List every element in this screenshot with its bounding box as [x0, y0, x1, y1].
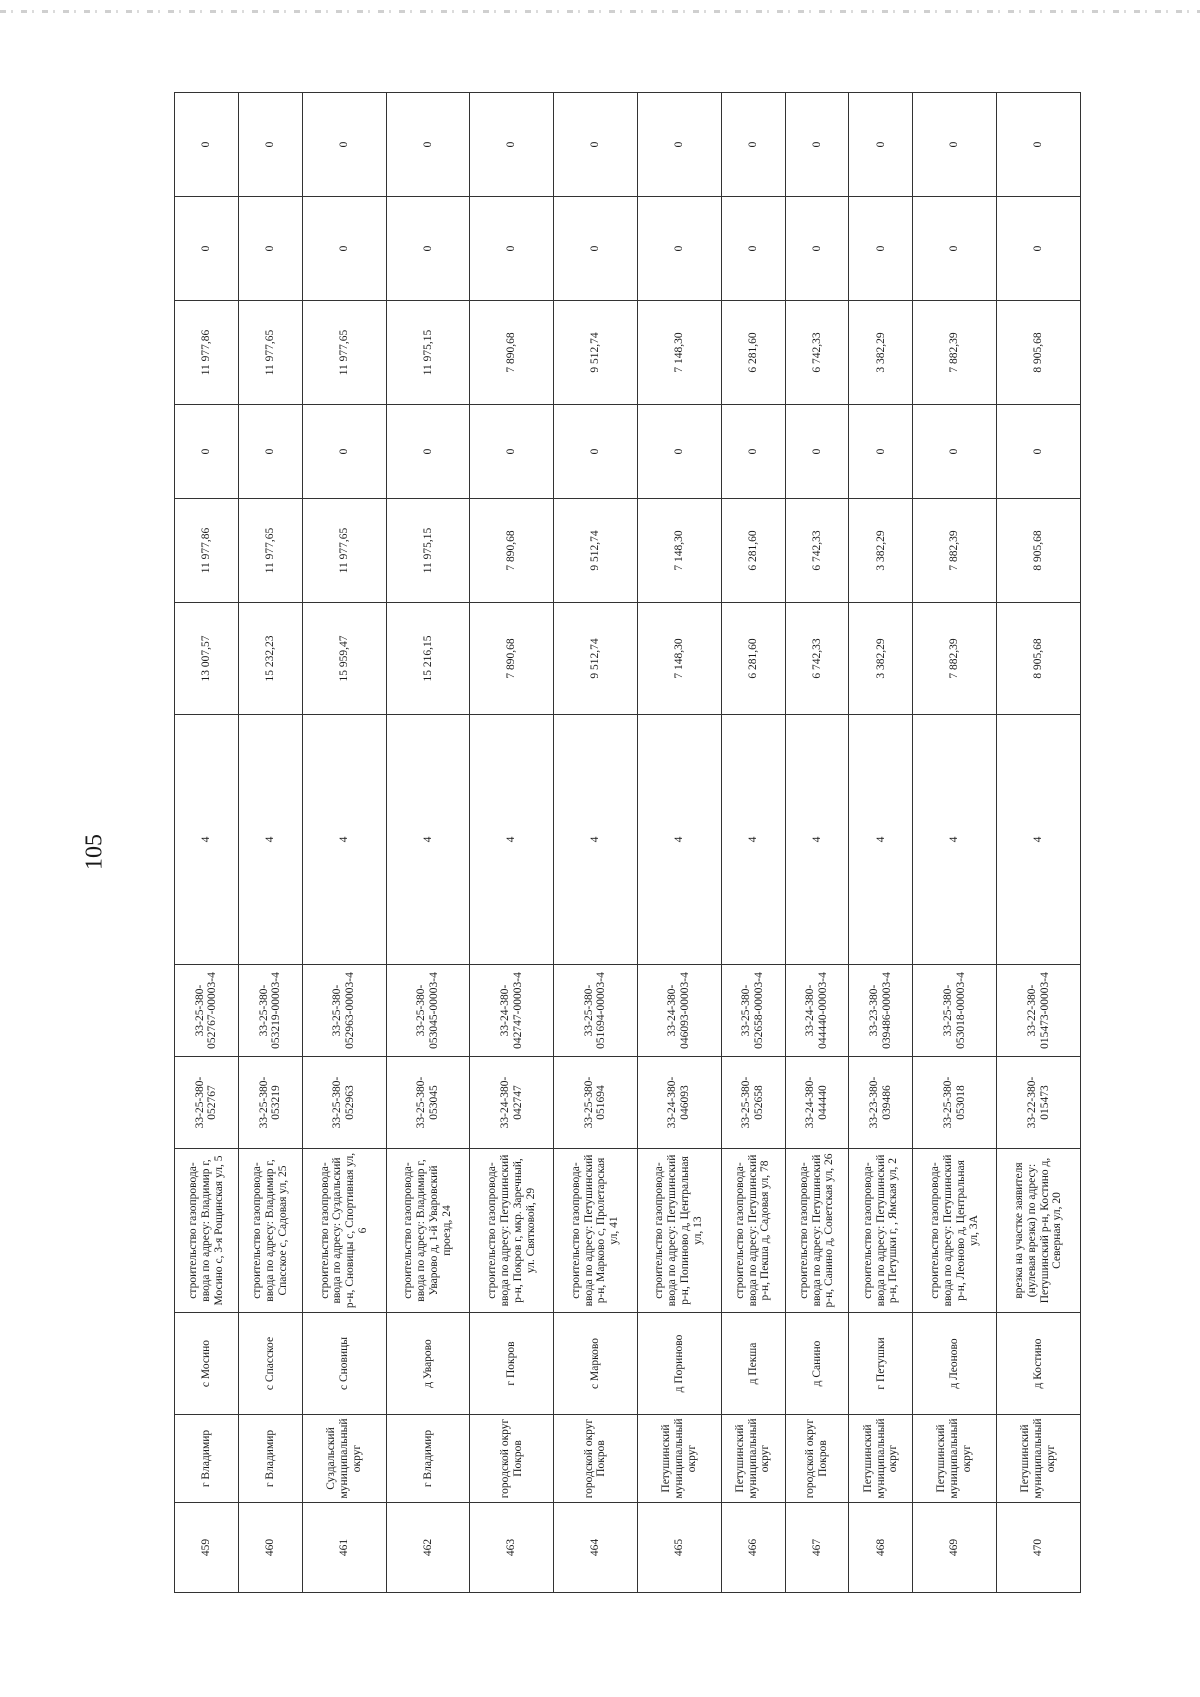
value-4-cell: 11 977,65 [302, 301, 386, 405]
code-cell: 33-22-380-015473 [997, 1057, 1081, 1149]
value-4-cell: 11 977,86 [175, 301, 239, 405]
description-cell: строительство газопровода-ввода по адресу: Владимир г, Спасское с, Садовая ул, 25 [238, 1149, 302, 1313]
value-1-cell: 7 890,68 [470, 603, 554, 715]
table-row [849, 93, 913, 1593]
settlement-cell: д Пopиново [637, 1313, 721, 1415]
description-cell: строительство газопровода-ввода по адресу: Петушинский р-н, Попиново д, Центральная ул, 13 [637, 1149, 721, 1313]
description-cell: строительство газопровода-ввода по адресу: Петушинский р-н, Санино д, Советская ул, 26 [785, 1149, 849, 1313]
municipality-cell: Петушинский муниципальный округ [721, 1415, 785, 1503]
code-cell: 33-25-380-053219 [238, 1057, 302, 1149]
table-body [175, 93, 1081, 1593]
value-3-cell: 0 [637, 405, 721, 499]
category-cell: 4 [721, 715, 785, 965]
table-row [175, 93, 239, 1593]
value-1-cell: 7 882,39 [913, 603, 997, 715]
value-1-cell: 6 281,60 [721, 603, 785, 715]
category-cell: 4 [175, 715, 239, 965]
value-3-cell: 0 [302, 405, 386, 499]
full-code-cell: 33-25-380-053045-00003-4 [386, 965, 470, 1057]
code-cell: 33-25-380-053018 [913, 1057, 997, 1149]
settlement-cell: с Марково [554, 1313, 638, 1415]
row-number-cell: 464 [554, 1503, 638, 1593]
value-6-cell: 0 [913, 93, 997, 197]
value-2-cell: 7 148,30 [637, 499, 721, 603]
category-cell: 4 [302, 715, 386, 965]
municipality-cell: Петушинский муниципальный округ [637, 1415, 721, 1503]
scan-artifact-line [0, 10, 1200, 13]
value-2-cell: 11 975,15 [386, 499, 470, 603]
description-cell: строительство газопровода-ввода по адресу: Суздальский р-н, Сновицы с, Спортивная ул, 6 [302, 1149, 386, 1313]
code-cell: 33-25-380-051694 [554, 1057, 638, 1149]
settlement-cell: д Костино [997, 1313, 1081, 1415]
code-cell: 33-24-380-046093 [637, 1057, 721, 1149]
value-5-cell: 0 [721, 197, 785, 301]
value-3-cell: 0 [470, 405, 554, 499]
description-cell: строительство газопровода-ввода по адресу: Владимир г, Уварово д, 1-й Уваровский проезд, 24 [386, 1149, 470, 1313]
value-4-cell: 6 281,60 [721, 301, 785, 405]
full-code-cell: 33-24-380-044440-00003-4 [785, 965, 849, 1057]
value-5-cell: 0 [913, 197, 997, 301]
table-row [913, 93, 997, 1593]
value-3-cell: 0 [785, 405, 849, 499]
value-6-cell: 0 [849, 93, 913, 197]
row-number-cell: 459 [175, 1503, 239, 1593]
value-3-cell: 0 [238, 405, 302, 499]
municipality-cell: г Владимир [386, 1415, 470, 1503]
municipality-cell: городской округ Покров [785, 1415, 849, 1503]
description-cell: строительство газопровода-ввода по адресу: Петушинский р-н, Петушки г, , Ямская ул, 2 [849, 1149, 913, 1313]
full-code-cell: 33-24-380-042747-00003-4 [470, 965, 554, 1057]
row-number-cell: 461 [302, 1503, 386, 1593]
value-5-cell: 0 [386, 197, 470, 301]
category-cell: 4 [386, 715, 470, 965]
page-number: 105 [81, 834, 108, 870]
full-code-cell: 33-25-380-053219-00003-4 [238, 965, 302, 1057]
value-6-cell: 0 [785, 93, 849, 197]
category-cell: 4 [470, 715, 554, 965]
value-1-cell: 15 959,47 [302, 603, 386, 715]
table-row [637, 93, 721, 1593]
full-code-cell: 33-25-380-053018-00003-4 [913, 965, 997, 1057]
code-cell: 33-24-380-042747 [470, 1057, 554, 1149]
description-cell: врезка на участке заявителя (нулевая врезка) по адресу: Петушинский р-н, Костино д, Северная ул, 20 [997, 1149, 1081, 1313]
value-6-cell: 0 [554, 93, 638, 197]
value-5-cell: 0 [785, 197, 849, 301]
value-3-cell: 0 [997, 405, 1081, 499]
municipality-cell: Петушинский муниципальный округ [849, 1415, 913, 1503]
row-number-cell: 470 [997, 1503, 1081, 1593]
category-cell: 4 [554, 715, 638, 965]
settlement-cell: г Петушки [849, 1313, 913, 1415]
value-3-cell: 0 [386, 405, 470, 499]
settlement-cell: с Мосино [175, 1313, 239, 1415]
value-2-cell: 11 977,65 [302, 499, 386, 603]
code-cell: 33-23-380-039486 [849, 1057, 913, 1149]
value-4-cell: 11 977,65 [238, 301, 302, 405]
row-number-cell: 468 [849, 1503, 913, 1593]
value-2-cell: 7 882,39 [913, 499, 997, 603]
value-1-cell: 9 512,74 [554, 603, 638, 715]
row-number-cell: 462 [386, 1503, 470, 1593]
code-cell: 33-25-380-052658 [721, 1057, 785, 1149]
value-4-cell: 7 148,30 [637, 301, 721, 405]
row-number-cell: 465 [637, 1503, 721, 1593]
value-3-cell: 0 [721, 405, 785, 499]
value-3-cell: 0 [175, 405, 239, 499]
row-number-cell: 460 [238, 1503, 302, 1593]
table-row [302, 93, 386, 1593]
value-4-cell: 9 512,74 [554, 301, 638, 405]
category-cell: 4 [997, 715, 1081, 965]
municipality-cell: городской округ Покров [554, 1415, 638, 1503]
full-code-cell: 33-25-380-051694-00003-4 [554, 965, 638, 1057]
table-rotation-wrapper [174, 93, 1081, 1593]
settlement-cell: с Спасское [238, 1313, 302, 1415]
value-1-cell: 6 742,33 [785, 603, 849, 715]
full-code-cell: 33-22-380-015473-00003-4 [997, 965, 1081, 1057]
row-number-cell: 469 [913, 1503, 997, 1593]
value-6-cell: 0 [721, 93, 785, 197]
full-code-cell: 33-25-380-052963-00003-4 [302, 965, 386, 1057]
settlement-cell: д Санино [785, 1313, 849, 1415]
value-2-cell: 11 977,86 [175, 499, 239, 603]
value-1-cell: 7 148,30 [637, 603, 721, 715]
value-3-cell: 0 [849, 405, 913, 499]
value-2-cell: 8 905,68 [997, 499, 1081, 603]
row-number-cell: 463 [470, 1503, 554, 1593]
settlement-cell: д Уварово [386, 1313, 470, 1415]
row-number-cell: 466 [721, 1503, 785, 1593]
description-cell: строительство газопровода-ввода по адресу: Владимир г, Мосино с, 3-я Рощинская ул, 5 [175, 1149, 239, 1313]
settlement-cell: г Покров [470, 1313, 554, 1415]
table-row [721, 93, 785, 1593]
municipality-cell: Петушинский муниципальный округ [997, 1415, 1081, 1503]
value-5-cell: 0 [554, 197, 638, 301]
full-code-cell: 33-24-380-046093-00003-4 [637, 965, 721, 1057]
full-code-cell: 33-25-380-052658-00003-4 [721, 965, 785, 1057]
municipality-cell: г Владимир [238, 1415, 302, 1503]
municipality-cell: городской округ Покров [470, 1415, 554, 1503]
value-2-cell: 6 281,60 [721, 499, 785, 603]
value-2-cell: 6 742,33 [785, 499, 849, 603]
code-cell: 33-25-380-052767 [175, 1057, 239, 1149]
code-cell: 33-24-380-044440 [785, 1057, 849, 1149]
value-4-cell: 7 890,68 [470, 301, 554, 405]
table-row [785, 93, 849, 1593]
value-4-cell: 7 882,39 [913, 301, 997, 405]
category-cell: 4 [785, 715, 849, 965]
code-cell: 33-25-380-052963 [302, 1057, 386, 1149]
table-row [470, 93, 554, 1593]
value-5-cell: 0 [470, 197, 554, 301]
municipality-cell: Петушинский муниципальный округ [913, 1415, 997, 1503]
settlement-cell: д Пекша [721, 1313, 785, 1415]
municipality-cell: г Владимир [175, 1415, 239, 1503]
value-6-cell: 0 [386, 93, 470, 197]
value-4-cell: 3 382,29 [849, 301, 913, 405]
value-1-cell: 15 232,23 [238, 603, 302, 715]
value-1-cell: 8 905,68 [997, 603, 1081, 715]
value-5-cell: 0 [637, 197, 721, 301]
full-code-cell: 33-23-380-039486-00003-4 [849, 965, 913, 1057]
value-5-cell: 0 [849, 197, 913, 301]
category-cell: 4 [637, 715, 721, 965]
description-cell: строительство газопровода-ввода по адресу: Петушинский р-н, Покров г, мкр. Заречный, ул. Святковой, 29 [470, 1149, 554, 1313]
value-2-cell: 3 382,29 [849, 499, 913, 603]
value-5-cell: 0 [175, 197, 239, 301]
value-1-cell: 13 007,57 [175, 603, 239, 715]
value-2-cell: 11 977,65 [238, 499, 302, 603]
value-3-cell: 0 [554, 405, 638, 499]
value-2-cell: 7 890,68 [470, 499, 554, 603]
description-cell: строительство газопровода-ввода по адресу: Петушинский р-н, Пекша д, Садовая ул, 78 [721, 1149, 785, 1313]
category-cell: 4 [913, 715, 997, 965]
value-1-cell: 15 216,15 [386, 603, 470, 715]
full-code-cell: 33-25-380-052767-00003-4 [175, 965, 239, 1057]
value-3-cell: 0 [913, 405, 997, 499]
settlement-cell: д Леоново [913, 1313, 997, 1415]
value-4-cell: 8 905,68 [997, 301, 1081, 405]
value-6-cell: 0 [302, 93, 386, 197]
category-cell: 4 [849, 715, 913, 965]
settlement-cell: с Сновицы [302, 1313, 386, 1415]
value-6-cell: 0 [997, 93, 1081, 197]
value-5-cell: 0 [238, 197, 302, 301]
table-row [238, 93, 302, 1593]
description-cell: строительство газопровода-ввода по адресу: Петушинский р-н, Леоново д, Центральная ул, 3А [913, 1149, 997, 1313]
category-cell: 4 [238, 715, 302, 965]
value-5-cell: 0 [302, 197, 386, 301]
value-4-cell: 11 975,15 [386, 301, 470, 405]
value-1-cell: 3 382,29 [849, 603, 913, 715]
value-6-cell: 0 [175, 93, 239, 197]
value-4-cell: 6 742,33 [785, 301, 849, 405]
description-cell: строительство газопровода-ввода по адресу: Петушинский р-н, Марково с, Пролетарская ул, 41 [554, 1149, 638, 1313]
code-cell: 33-25-380-053045 [386, 1057, 470, 1149]
value-5-cell: 0 [997, 197, 1081, 301]
table-row [997, 93, 1081, 1593]
table-row [386, 93, 470, 1593]
gas-connection-table [174, 92, 1081, 1593]
value-2-cell: 9 512,74 [554, 499, 638, 603]
table-row [554, 93, 638, 1593]
value-6-cell: 0 [238, 93, 302, 197]
municipality-cell: Суздальский муниципальный округ [302, 1415, 386, 1503]
value-6-cell: 0 [470, 93, 554, 197]
value-6-cell: 0 [637, 93, 721, 197]
row-number-cell: 467 [785, 1503, 849, 1593]
